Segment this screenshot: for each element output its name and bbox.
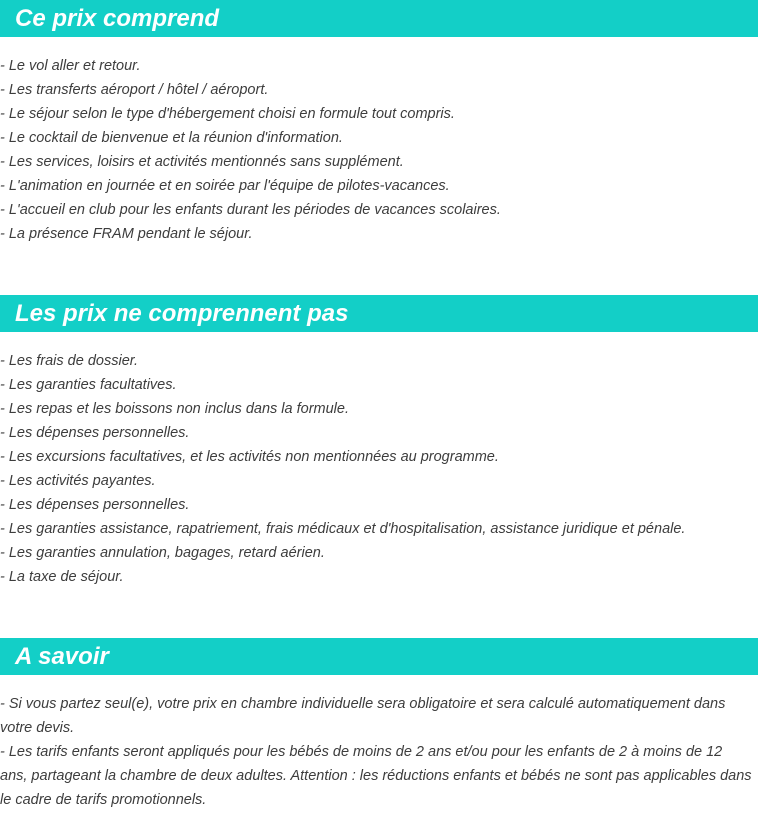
section-price-excludes [0,295,758,589]
list-item: - Les services, loisirs et activités mentionnés sans supplément. [0,154,404,170]
included-list [0,54,758,246]
info-paragraph: - Si vous partez seul(e), votre prix en chambre individuelle sera obligatoire et sera calculé automatiquement dans votre devis. [0,696,726,736]
section-title: Les prix ne comprennent pas [0,295,758,332]
info-paragraph: - Les tarifs enfants seront appliqués pour les bébés de moins de 2 ans et/ou pour les enfants de 2 à moins de 12 ans, partageant la chambre de deux adultes. Attention : les réductions enfants et bébés ne sont pas applicables dans le cadre de tarifs promotionnels. [0,744,752,808]
list-item: - Les transferts aéroport / hôtel / aéroport. [0,82,269,98]
list-item: - L'animation en journée et en soirée par l'équipe de pilotes-vacances. [0,178,450,194]
list-item: - Le vol aller et retour. [0,58,141,74]
list-item: - Les garanties facultatives. [0,377,177,393]
list-item: - La présence FRAM pendant le séjour. [0,226,253,242]
list-item: - Les dépenses personnelles. [0,497,190,513]
excluded-list [0,349,758,589]
list-item: - Les dépenses personnelles. [0,425,190,441]
list-item: - La taxe de séjour. [0,569,124,585]
section-title: Ce prix comprend [0,0,758,37]
list-item: - Les activités payantes. [0,473,156,489]
list-item: - Les garanties assistance, rapatriement, frais médicaux et d'hospitalisation, assistance juridique et pénale. [0,521,686,537]
list-item: - L'accueil en club pour les enfants durant les périodes de vacances scolaires. [0,202,501,218]
list-item: - Le séjour selon le type d'hébergement choisi en formule tout compris. [0,106,455,122]
section-title: A savoir [0,638,758,675]
list-item: - Les repas et les boissons non inclus dans la formule. [0,401,349,417]
list-item: - Les frais de dossier. [0,353,139,369]
info-body [0,692,752,812]
list-item: - Les garanties annulation, bagages, retard aérien. [0,545,325,561]
list-item: - Les excursions facultatives, et les activités non mentionnées au programme. [0,449,499,465]
section-good-to-know [0,638,758,812]
section-price-includes [0,0,758,246]
list-item: - Le cocktail de bienvenue et la réunion d'information. [0,130,343,146]
